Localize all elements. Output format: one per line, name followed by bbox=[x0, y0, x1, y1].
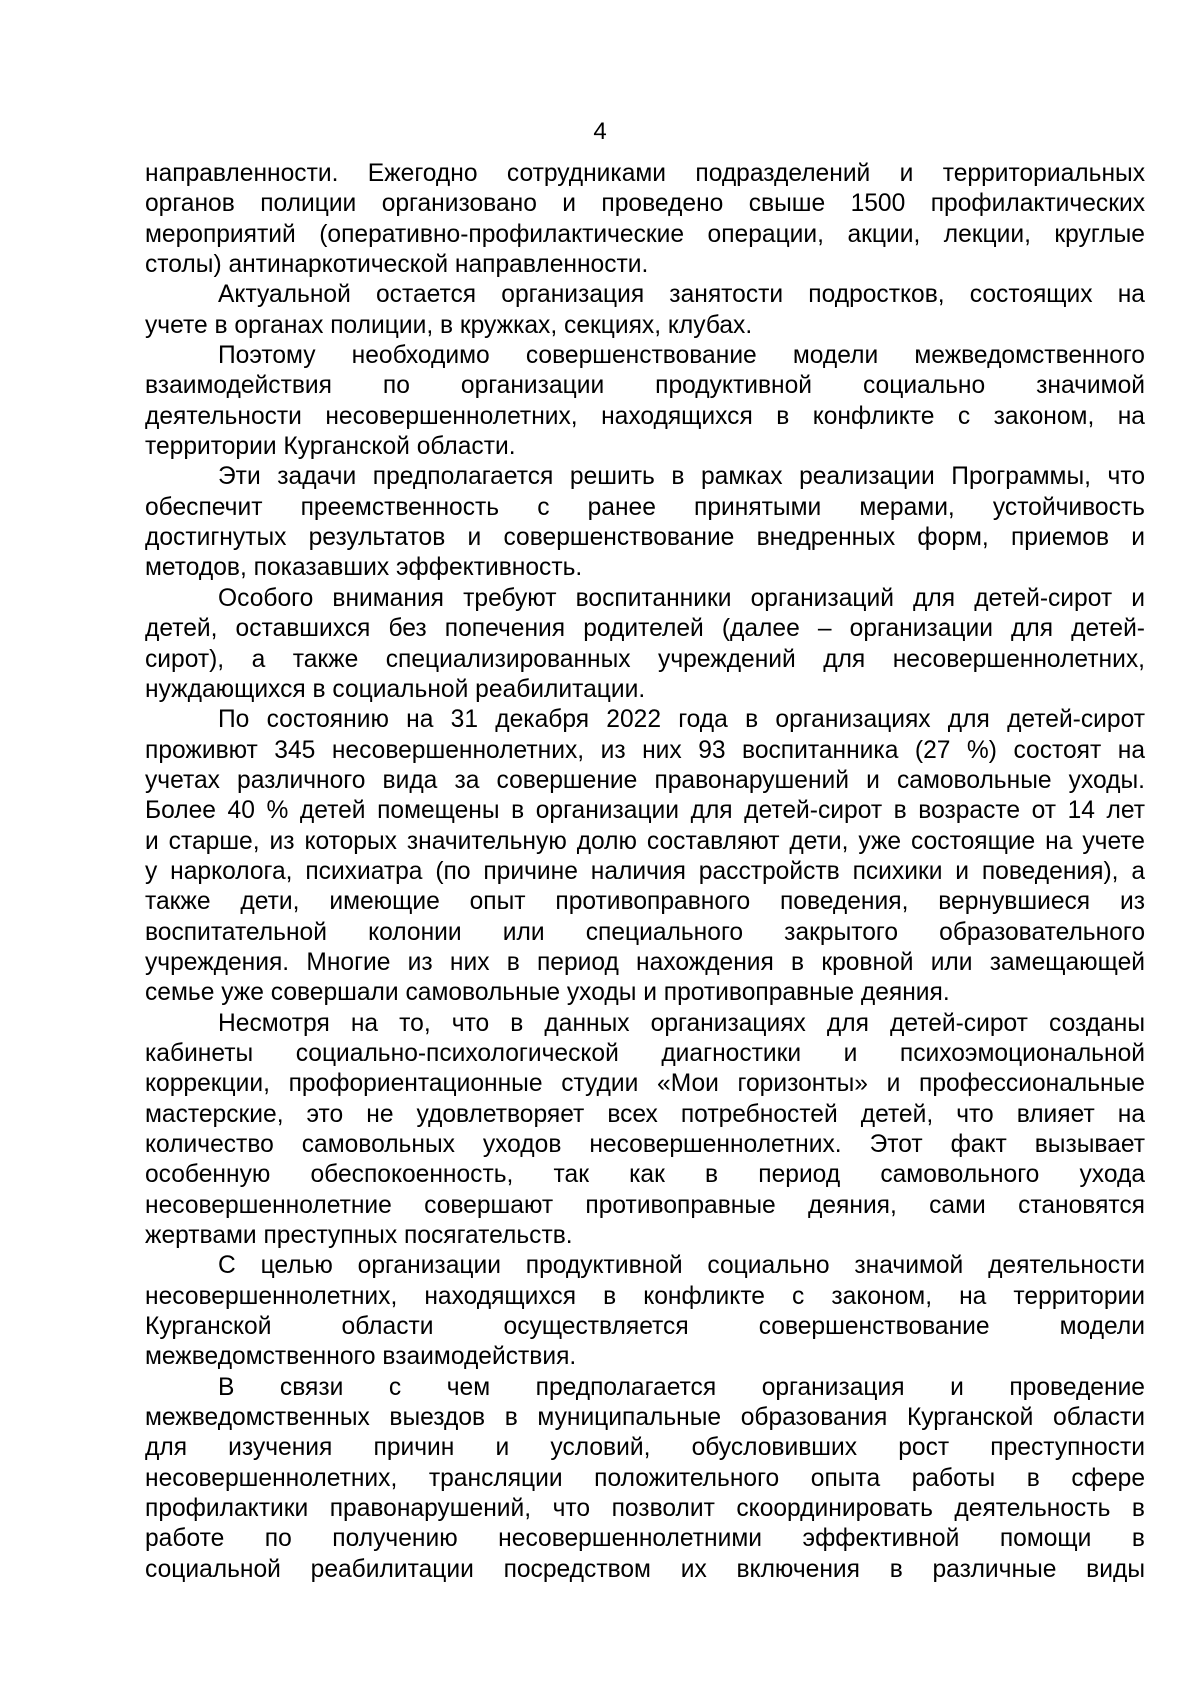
text-line: у нарколога, психиатра (по причине наличия расстройств психики и поведения), а bbox=[145, 857, 1145, 885]
text-line: межведомственных выездов в муниципальные образования Курганской области bbox=[145, 1404, 1145, 1432]
text-line: несовершеннолетних, трансляции положительного опыта работы в сфере bbox=[145, 1464, 1145, 1492]
text-line: По состоянию на 31 декабря 2022 года в организациях для детей-сирот bbox=[218, 706, 1145, 734]
text-line: и старше, из которых значительную долю составляют дети, уже состоящие на учете bbox=[145, 827, 1145, 855]
text-line: детей, оставшихся без попечения родителей (далее – организации для детей- bbox=[145, 615, 1145, 643]
text-line: Особого внимания требуют воспитанники организаций для детей-сирот и bbox=[218, 584, 1145, 612]
text-line: особенную обеспокоенность, так как в период самовольного ухода bbox=[145, 1161, 1145, 1189]
text-line: В связи с чем предполагается организация и проведение bbox=[218, 1373, 1145, 1401]
text-line: проживют 345 несовершеннолетних, из них 93 воспитанника (27 %) состоят на bbox=[145, 736, 1145, 764]
text-line: несовершеннолетних, находящихся в конфликте с законом, на территории bbox=[145, 1282, 1145, 1310]
text-line: учреждения. Многие из них в период нахождения в кровной или замещающей bbox=[145, 948, 1145, 976]
text-line: столы) антинаркотической направленности. bbox=[145, 251, 649, 279]
text-line: несовершеннолетние совершают противоправные деяния, сами становятся bbox=[145, 1191, 1145, 1219]
text-line: мастерские, это не удовлетворяет всех потребностей детей, что влияет на bbox=[145, 1100, 1145, 1128]
text-line: сирот), а также специализированных учреждений для несовершеннолетних, bbox=[145, 645, 1145, 673]
text-line: работе по получению несовершеннолетними эффективной помощи в bbox=[145, 1525, 1145, 1553]
text-line: Курганской области осуществляется совершенствование модели bbox=[145, 1313, 1145, 1341]
text-line: деятельности несовершеннолетних, находящихся в конфликте с законом, на bbox=[145, 402, 1145, 430]
document-body bbox=[145, 159, 1145, 1585]
text-line: обеспечит преемственность с ранее принятыми мерами, устойчивость bbox=[145, 493, 1145, 521]
text-line: методов, показавших эффективность. bbox=[145, 554, 583, 582]
text-line: мероприятий (оперативно-профилактические операции, акции, лекции, круглые bbox=[145, 220, 1145, 248]
text-line: Более 40 % детей помещены в организации для детей-сирот в возрасте от 14 лет bbox=[145, 797, 1145, 825]
text-line: С целью организации продуктивной социально значимой деятельности bbox=[218, 1252, 1145, 1280]
text-line: Актуальной остается организация занятости подростков, состоящих на bbox=[218, 281, 1145, 309]
text-line: нуждающихся в социальной реабилитации. bbox=[145, 675, 646, 703]
text-line: органов полиции организовано и проведено свыше 1500 профилактических bbox=[145, 190, 1145, 218]
text-line: коррекции, профориентационные студии «Мои горизонты» и профессиональные bbox=[145, 1070, 1145, 1098]
text-line: направленности. Ежегодно сотрудниками подразделений и территориальных bbox=[145, 160, 1145, 187]
text-line: воспитательной колонии или специального закрытого образовательного bbox=[145, 918, 1145, 946]
text-line: для изучения причин и условий, обусловивших рост преступности bbox=[145, 1434, 1145, 1462]
text-line: межведомственного взаимодействия. bbox=[145, 1343, 577, 1371]
text-line: Несмотря на то, что в данных организациях для детей-сирот созданы bbox=[218, 1009, 1145, 1037]
text-line: учетах различного вида за совершение правонарушений и самовольные уходы. bbox=[145, 766, 1145, 794]
text-line: социальной реабилитации посредством их включения в различные виды bbox=[145, 1555, 1145, 1583]
text-line: кабинеты социально-психологической диагностики и психоэмоциональной bbox=[145, 1039, 1145, 1067]
text-line: также дети, имеющие опыт противоправного поведения, вернувшиеся из bbox=[145, 888, 1145, 916]
text-line: профилактики правонарушений, что позволит скоординировать деятельность в bbox=[145, 1495, 1145, 1523]
text-line: Поэтому необходимо совершенствование модели межведомственного bbox=[218, 342, 1145, 370]
page-number: 4 bbox=[593, 118, 607, 145]
text-line: территории Курганской области. bbox=[145, 433, 516, 461]
text-line: количество самовольных уходов несовершеннолетних. Этот факт вызывает bbox=[145, 1131, 1145, 1158]
text-line: достигнутых результатов и совершенствование внедренных форм, приемов и bbox=[145, 524, 1145, 552]
text-line: семье уже совершали самовольные уходы и противоправные деяния. bbox=[145, 979, 950, 1007]
text-line: жертвами преступных посягательств. bbox=[145, 1222, 573, 1250]
text-line: взаимодействия по организации продуктивной социально значимой bbox=[145, 372, 1145, 400]
text-line: учете в органах полиции, в кружках, секциях, клубах. bbox=[145, 311, 753, 339]
text-line: Эти задачи предполагается решить в рамках реализации Программы, что bbox=[218, 463, 1145, 491]
